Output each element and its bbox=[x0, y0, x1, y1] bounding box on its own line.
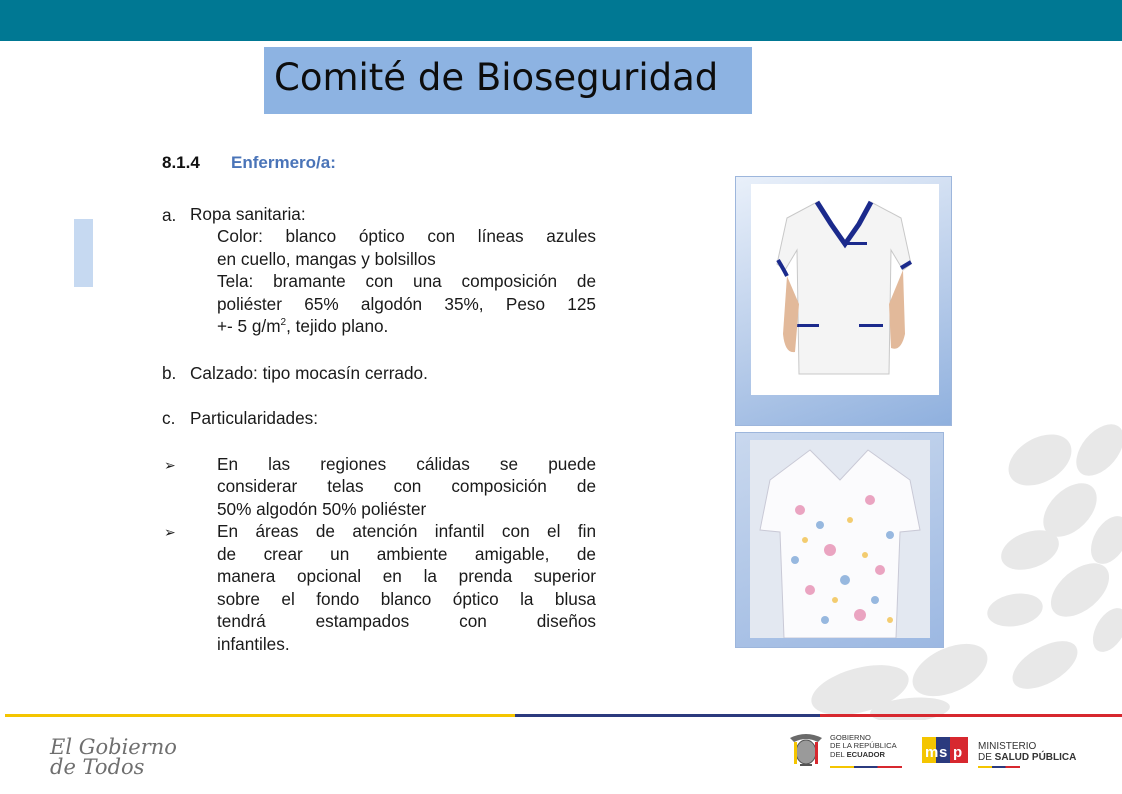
slide-title-box bbox=[264, 47, 752, 114]
item-a-line-5-tail: , tejido plano. bbox=[286, 316, 389, 336]
bullet-2-line-4: sobre el fondo blanco óptico la blusa bbox=[217, 589, 596, 609]
ecuador-coat-of-arms-icon bbox=[786, 728, 826, 768]
arrow-bullet-icon: ➢ bbox=[164, 457, 176, 473]
bullet-1-line-1: En las regiones cálidas se puede bbox=[217, 454, 596, 474]
item-c-label: c. bbox=[162, 408, 176, 428]
item-a-line-5-text: +- 5 g/m bbox=[217, 316, 281, 336]
gob-line-3-bold: ECUADOR bbox=[846, 749, 886, 759]
signature-line-1: El Gobierno bbox=[50, 735, 177, 759]
white-scrub-illustration bbox=[751, 184, 939, 395]
white-scrub-photo bbox=[751, 184, 939, 395]
bullet-2-line-6: infantiles. bbox=[217, 634, 290, 654]
gobierno-ecuador-text bbox=[830, 734, 897, 759]
footer-stripe-yellow bbox=[5, 714, 515, 717]
bullet-2-line-1: En áreas de atención infantil con el fin bbox=[217, 521, 596, 541]
gobierno-de-todos-logo bbox=[50, 737, 177, 777]
item-a-title: Ropa sanitaria: bbox=[190, 204, 306, 224]
item-a-line-3: Tela: bramante con una composición de bbox=[217, 271, 596, 291]
bullet-2-line-5: tendrá estampados con diseños bbox=[217, 611, 596, 631]
gob-line-3-pre: DEL bbox=[830, 749, 847, 759]
arrow-bullet-icon: ➢ bbox=[164, 524, 176, 540]
item-a-line-1: Color: blanco óptico con líneas azules bbox=[217, 226, 596, 246]
gob-line-3 bbox=[830, 751, 897, 759]
svg-text:s: s bbox=[939, 744, 948, 761]
gob-tricolor-underline bbox=[830, 766, 902, 768]
msp-logo-icon bbox=[922, 733, 970, 767]
gob-line-2: DE LA REPÚBLICA bbox=[830, 741, 897, 751]
msp-line-2 bbox=[978, 752, 1076, 763]
section-heading bbox=[162, 153, 336, 173]
bullet-1-line-2: considerar telas con composición de bbox=[217, 476, 596, 496]
slide-title: Comité de Bioseguridad bbox=[274, 56, 719, 99]
svg-text:m: m bbox=[925, 744, 939, 761]
item-a-line-5-sup: 2 bbox=[280, 317, 287, 328]
section-title: Enfermero/a: bbox=[231, 153, 336, 172]
signature-line-2: de Todos bbox=[50, 755, 145, 779]
footer-stripe-red bbox=[820, 714, 1122, 717]
item-b-text: Calzado: tipo mocasín cerrado. bbox=[190, 363, 428, 383]
msp-line-1: MINISTERIO bbox=[978, 741, 1037, 752]
msp-line-2-pre: DE bbox=[978, 752, 995, 763]
section-number: 8.1.4 bbox=[162, 153, 200, 172]
bullet-1-line-3: 50% algodón 50% poliéster bbox=[217, 499, 427, 519]
msp-tricolor-underline bbox=[978, 766, 1020, 768]
bullet-2-line-3: manera opcional en la prenda superior bbox=[217, 566, 596, 586]
decorative-leaf-pattern bbox=[800, 420, 1122, 720]
item-b-label: b. bbox=[162, 363, 177, 383]
bullet-2-line-2: de crear un ambiente amigable, de bbox=[217, 544, 596, 564]
top-header-bar bbox=[0, 0, 1122, 41]
footer-stripe-blue bbox=[515, 714, 820, 717]
msp-line-2-bold: SALUD PÚBLICA bbox=[994, 752, 1077, 763]
ministerio-salud-text bbox=[978, 741, 1076, 763]
item-a-line-4: poliéster 65% algodón 35%, Peso 125 bbox=[217, 294, 596, 314]
item-c-text: Particularidades: bbox=[190, 408, 319, 428]
item-a-line-2: en cuello, mangas y bolsillos bbox=[217, 249, 436, 269]
svg-text:p: p bbox=[953, 744, 963, 761]
gob-line-1: GOBIERNO bbox=[830, 733, 871, 742]
item-a-label: a. bbox=[162, 205, 177, 225]
left-accent-tab bbox=[74, 219, 93, 287]
item-a-line-5 bbox=[217, 315, 388, 338]
